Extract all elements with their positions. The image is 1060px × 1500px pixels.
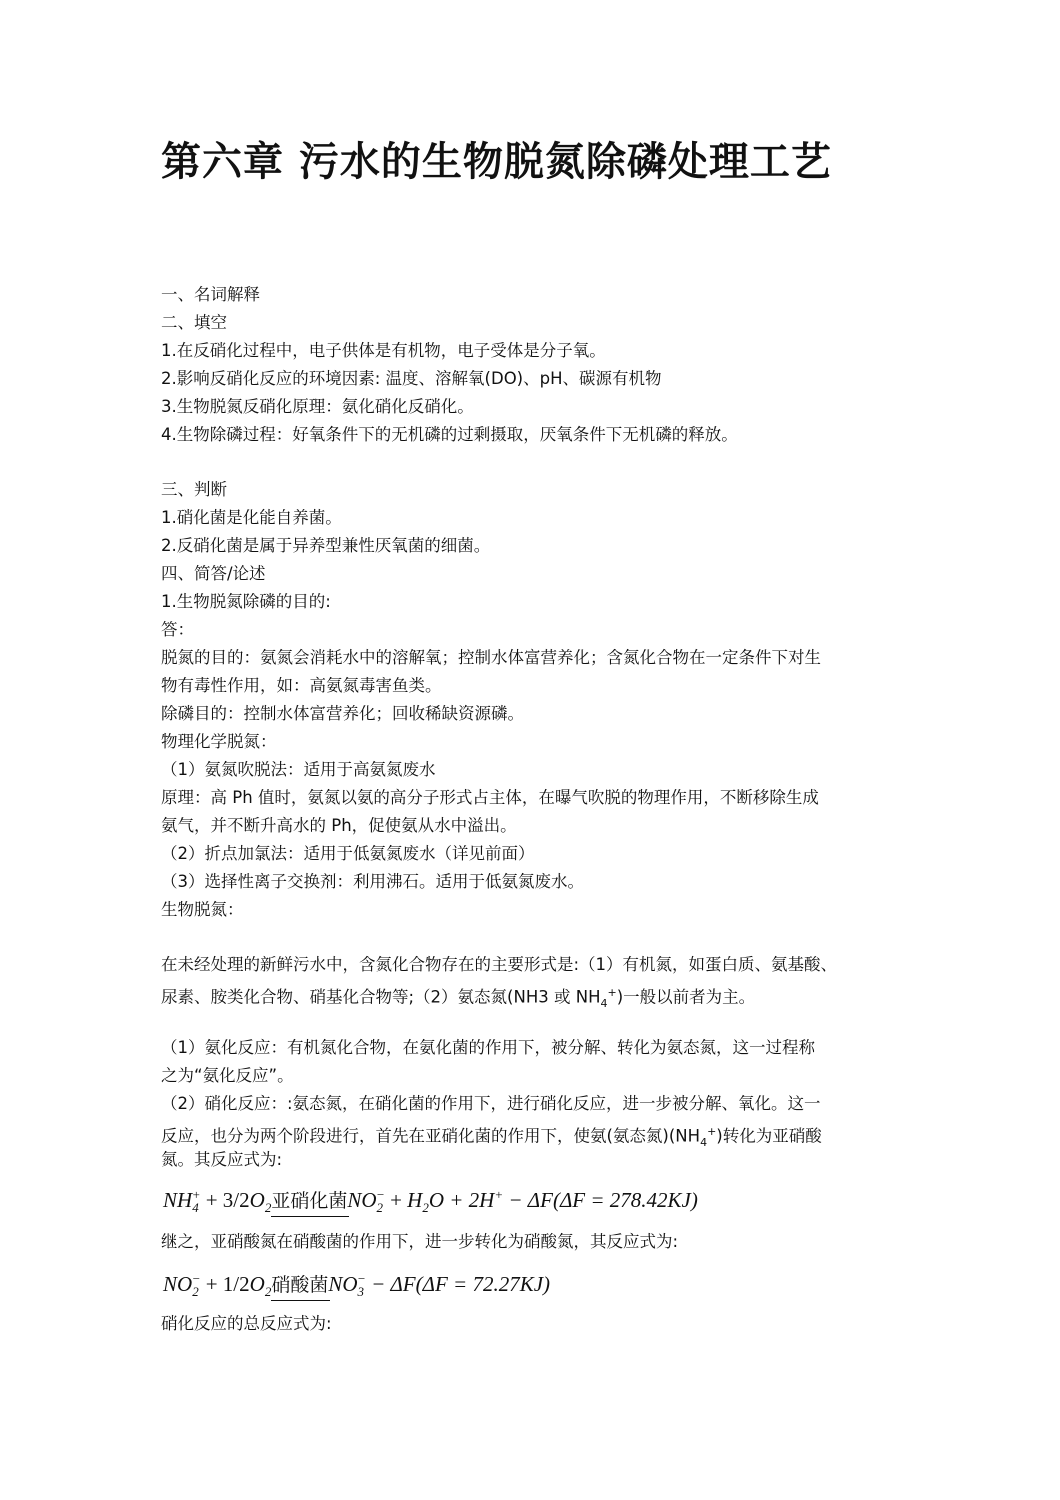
text-run: 反应，也分为两个阶段进行，首先在亚硝化菌的作用下，使氨(氨态氮)(NH — [161, 1126, 701, 1146]
enzyme-label: 硝酸菌 — [271, 1274, 329, 1296]
paragraph-line: 物理化学脱氮： — [161, 732, 277, 751]
eq-sup: + — [191, 1187, 201, 1202]
paragraph-line: （3）选择性离子交换剂：利用沸石。适用于低氨氮废水。 — [161, 872, 584, 891]
eq-term: + — [384, 1188, 408, 1212]
paragraph-line: （2）折点加氯法：适用于低氨氮废水（详见前面） — [161, 844, 535, 863]
superscript: + — [707, 1125, 717, 1138]
text-run: )转化为亚硝酸 — [716, 1126, 822, 1146]
eq-sub: 3 — [357, 1284, 365, 1300]
paragraph-line: 硝化反应的总反应式为: — [161, 1314, 332, 1333]
eq-term: NH — [163, 1188, 193, 1212]
eq-term: O — [249, 1188, 265, 1212]
eq-sub: 2 — [376, 1200, 384, 1216]
fill-item-2: 2.影响反硝化反应的环境因素: 温度、溶解氧(DO)、pH、碳源有机物 — [161, 369, 662, 388]
reaction-arrow — [271, 1271, 328, 1298]
paragraph-line: 脱氮的目的：氨氮会消耗水中的溶解氧；控制水体富营养化；含氮化合物在一定条件下对生 — [161, 648, 821, 667]
fill-item-4: 4.生物除磷过程：好氧条件下的无机磷的过剩摄取，厌氧条件下无机磷的释放。 — [161, 425, 738, 444]
eq-sub: 2 — [422, 1200, 429, 1216]
paragraph-line: 生物脱氮： — [161, 900, 244, 919]
fill-item-3: 3.生物脱氮反硝化原理：氨化硝化反硝化。 — [161, 397, 474, 416]
section-heading-fill-blank: 二、填空 — [161, 313, 227, 332]
text-run: )一般以前者为主。 — [616, 987, 756, 1007]
eq-term: + 3/2 — [200, 1188, 250, 1212]
eq-sub: 2 — [192, 1284, 199, 1300]
eq-sup: − — [191, 1271, 201, 1286]
paragraph-line: 原理：高 Ph 值时，氨氮以氨的高分子形式占主体，在曝气吹脱的物理作用，不断移除生成 — [161, 788, 819, 807]
judge-item-2: 2.反硝化菌是属于异养型兼性厌氧菌的细菌。 — [161, 536, 491, 555]
paragraph-line: （1）氨氮吹脱法：适用于高氨氮废水 — [161, 760, 436, 779]
eq-sub: 2 — [264, 1284, 272, 1300]
superscript: + — [607, 986, 617, 999]
reaction-arrow — [271, 1187, 347, 1214]
paragraph-line: （2）硝化反应：:氨态氮，在硝化菌的作用下，进行硝化反应，进一步被分解、氧化。这一 — [161, 1094, 821, 1113]
equation-nitrosation — [163, 1182, 698, 1221]
judge-item-1: 1.硝化菌是化能自养菌。 — [161, 508, 342, 527]
eq-term: H — [479, 1188, 495, 1212]
eq-sup: − — [376, 1187, 385, 1202]
eq-sup: + — [494, 1187, 504, 1202]
eq-term: O — [249, 1272, 265, 1296]
eq-term: NO — [328, 1272, 358, 1296]
chapter-title: 第六章 污水的生物脱氮除磷处理工艺 — [161, 139, 832, 185]
paragraph-line: 继之，亚硝酸氮在硝酸菌的作用下，进一步转化为硝酸氮，其反应式为: — [161, 1232, 679, 1251]
essay-question-1: 1.生物脱氮除磷的目的: — [161, 592, 331, 611]
paragraph-line: 在未经处理的新鲜污水中，含氮化合物存在的主要形式是:（1）有机氮，如蛋白质、氨基酸、 — [161, 955, 838, 974]
section-heading-definitions: 一、名词解释 — [161, 285, 260, 304]
enzyme-label: 亚硝化菌 — [271, 1190, 348, 1212]
paragraph-line: 氨气，并不断升高水的 Ph，促使氨从水中溢出。 — [161, 816, 517, 835]
eq-sup: − — [357, 1271, 366, 1286]
section-heading-essay: 四、简答/论述 — [161, 564, 266, 583]
answer-label: 答： — [161, 620, 194, 639]
eq-sub: 2 — [264, 1200, 272, 1216]
eq-term: + 1/2 — [200, 1272, 250, 1296]
eq-term: NO — [163, 1272, 193, 1296]
eq-term: − ΔF(ΔF = 72.27KJ) — [365, 1272, 551, 1296]
paragraph-line — [161, 983, 906, 1014]
eq-term: NO — [347, 1188, 377, 1212]
paragraph-line: 物有毒性作用，如：高氨氮毒害鱼类。 — [161, 676, 442, 695]
paragraph-line: 除磷目的：控制水体富营养化；回收稀缺资源磷。 — [161, 704, 524, 723]
equation-nitration — [163, 1266, 550, 1305]
eq-term: H — [407, 1188, 423, 1212]
subscript: 4 — [600, 996, 608, 1010]
text-run: 尿素、胺类化合物、硝基化合物等;（2）氨态氮(NH3 或 NH — [161, 987, 601, 1007]
eq-term: O + 2 — [428, 1188, 480, 1212]
paragraph-line: 氮。其反应式为: — [161, 1150, 283, 1169]
paragraph-line: （1）氨化反应：有机氮化合物，在氨化菌的作用下，被分解、转化为氨态氮，这一过程称 — [161, 1038, 815, 1057]
section-heading-judge: 三、判断 — [161, 480, 227, 499]
paragraph-line: 之为“氨化反应”。 — [161, 1066, 294, 1085]
fill-item-1: 1.在反硝化过程中，电子供体是有机物，电子受体是分子氧。 — [161, 341, 606, 360]
subscript: 4 — [700, 1135, 708, 1149]
paragraph-line — [161, 1122, 906, 1153]
eq-term: − ΔF(ΔF = 278.42KJ) — [503, 1188, 698, 1212]
eq-sub: 4 — [192, 1200, 199, 1216]
